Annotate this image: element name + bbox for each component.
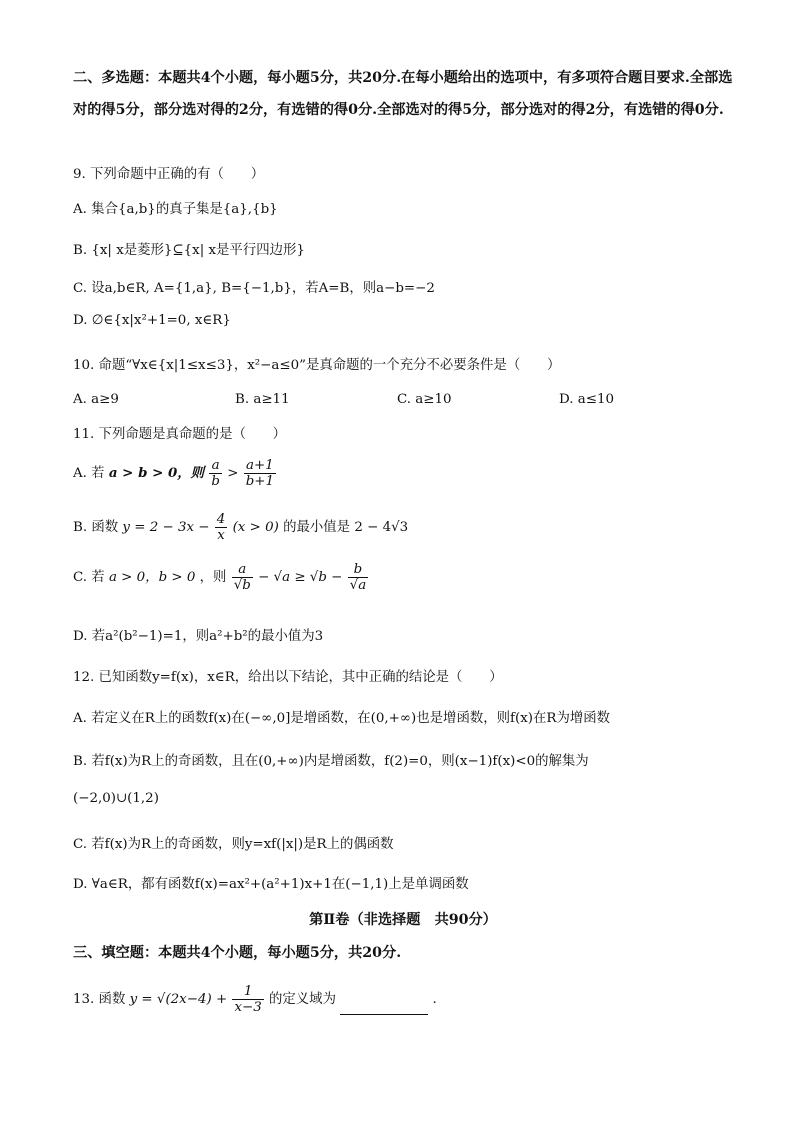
fraction-denominator: √a — [349, 578, 367, 593]
q11-a-condition: a > b > 0，则 — [108, 465, 205, 481]
q11-a-fraction-right — [244, 458, 276, 489]
q11-c-prefix: C. 若 — [73, 570, 105, 585]
q11-b-suffix: 的最小值是 — [283, 520, 351, 535]
q10-option-c: C. a≥10 — [397, 392, 452, 407]
q9-option-a: A. 集合{a,b}的真子集是{a},{b} — [73, 202, 278, 217]
q9-option-c: C. 设a,b∈R, A={1,a}, B={−1,b}，若A=B，则a−b=−2 — [73, 281, 435, 296]
q11-option-c — [73, 562, 369, 593]
q11-c-fraction-left — [232, 562, 253, 593]
q13-prefix: 13. 函数 — [73, 992, 126, 1007]
q9-stem: 9. 下列命题中正确的有（ ） — [73, 167, 265, 182]
q12-option-a: A. 若定义在R上的函数f(x)在(−∞,0]是增函数，在(0,+∞)也是增函数，则f(x)在R为增函数 — [73, 711, 611, 726]
q13-question — [73, 984, 437, 1015]
fraction-numerator: a — [232, 562, 253, 578]
q11-b-fraction — [215, 512, 228, 543]
q9-option-b: B. {x| x是菱形}⊆{x| x是平行四边形} — [73, 243, 305, 258]
fraction-numerator: a+1 — [244, 458, 276, 474]
part-ii-title: 第Ⅱ卷（非选择题 共90分） — [309, 912, 497, 928]
q11-a-prefix: A. 若 — [73, 466, 105, 481]
q11-option-a: A. 若 a > b > 0，则 $\frac{a}{b}$ > $\frac{a+1}{b+1}$ — [73, 458, 274, 489]
q11-option-b — [73, 512, 408, 543]
fraction-numerator: 1 — [232, 984, 263, 1000]
q11-b-prefix: B. 函数 — [73, 520, 119, 535]
fraction-denominator: b+1 — [245, 474, 274, 489]
q13-fraction — [232, 984, 263, 1015]
q10-option-b: B. a≥11 — [235, 392, 290, 407]
q13-answer-blank[interactable] — [340, 1000, 428, 1015]
q13-end: . — [432, 992, 437, 1007]
fraction-denominator: x — [217, 528, 225, 543]
q9-option-d: D. ∅∈{x|x²+1=0, x∈R} — [73, 313, 231, 328]
q12-stem: 12. 已知函数y=f(x)，x∈R，给出以下结论，其中正确的结论是（ ） — [73, 670, 503, 685]
q10-stem: 10. 命题“∀x∈{x|1≤x≤3}，x²−a≤0”是真命题的一个充分不必要条件是（ ） — [73, 358, 561, 373]
fraction-denominator: x−3 — [234, 1000, 262, 1015]
q11-stem: 11. 下列命题是真命题的是（ ） — [73, 427, 287, 442]
section-heading-fill-in: 三、填空题：本题共4个小题，每小题5分，共20分. — [73, 945, 402, 961]
q10-option-a: A. a≥9 — [73, 392, 119, 407]
q11-b-function: y = 2 − 3x − — [122, 520, 210, 535]
q11-b-domain: (x > 0) — [232, 520, 279, 535]
q11-option-d: D. 若a²(b²−1)=1，则a²+b²的最小值为3 — [73, 629, 324, 644]
fraction-denominator: b — [211, 474, 220, 489]
q13-function: y = √(2x−4) + — [129, 992, 228, 1007]
section-heading-multiple-choice: 二、多选题：本题共4个小题，每小题5分，共20分.在每小题给出的选项中，有多项符合题目要求.全部选对的得5分，部分选对得的2分，有选错的得0分.全部选对的得5分，部分选对的得2分，有选错的得0分. — [73, 70, 733, 118]
q11-a-fraction-left — [209, 458, 222, 489]
q11-c-fraction-right — [348, 562, 369, 593]
fraction-numerator: a — [209, 458, 222, 474]
q13-suffix: 的定义域为 — [269, 992, 336, 1007]
q12-option-d: D. ∀a∈R，都有函数f(x)=ax²+(a²+1)x+1在(−1,1)上是单调函数 — [73, 877, 469, 892]
fraction-numerator: 4 — [216, 512, 226, 527]
q12-option-b: B. 若f(x)为R上的奇函数，且在(0,+∞)内是增函数，f(2)=0，则(x−1)f(x)<0的解集为 — [73, 754, 589, 769]
q12-option-c: C. 若f(x)为R上的奇函数，则y=xf(|x|)是R上的偶函数 — [73, 837, 394, 852]
q11-c-then: ，则 — [199, 570, 227, 585]
q11-c-middle: − √a ≥ √b − — [258, 570, 343, 585]
fraction-numerator: b — [348, 562, 369, 578]
q10-option-d: D. a≤10 — [559, 392, 615, 407]
q11-c-condition: a > 0，b > 0 — [108, 570, 196, 585]
q11-b-value: 2 − 4√3 — [354, 520, 409, 535]
q12-option-b-continued: (−2,0)∪(1,2) — [73, 791, 159, 806]
fraction-denominator: √b — [233, 578, 251, 593]
